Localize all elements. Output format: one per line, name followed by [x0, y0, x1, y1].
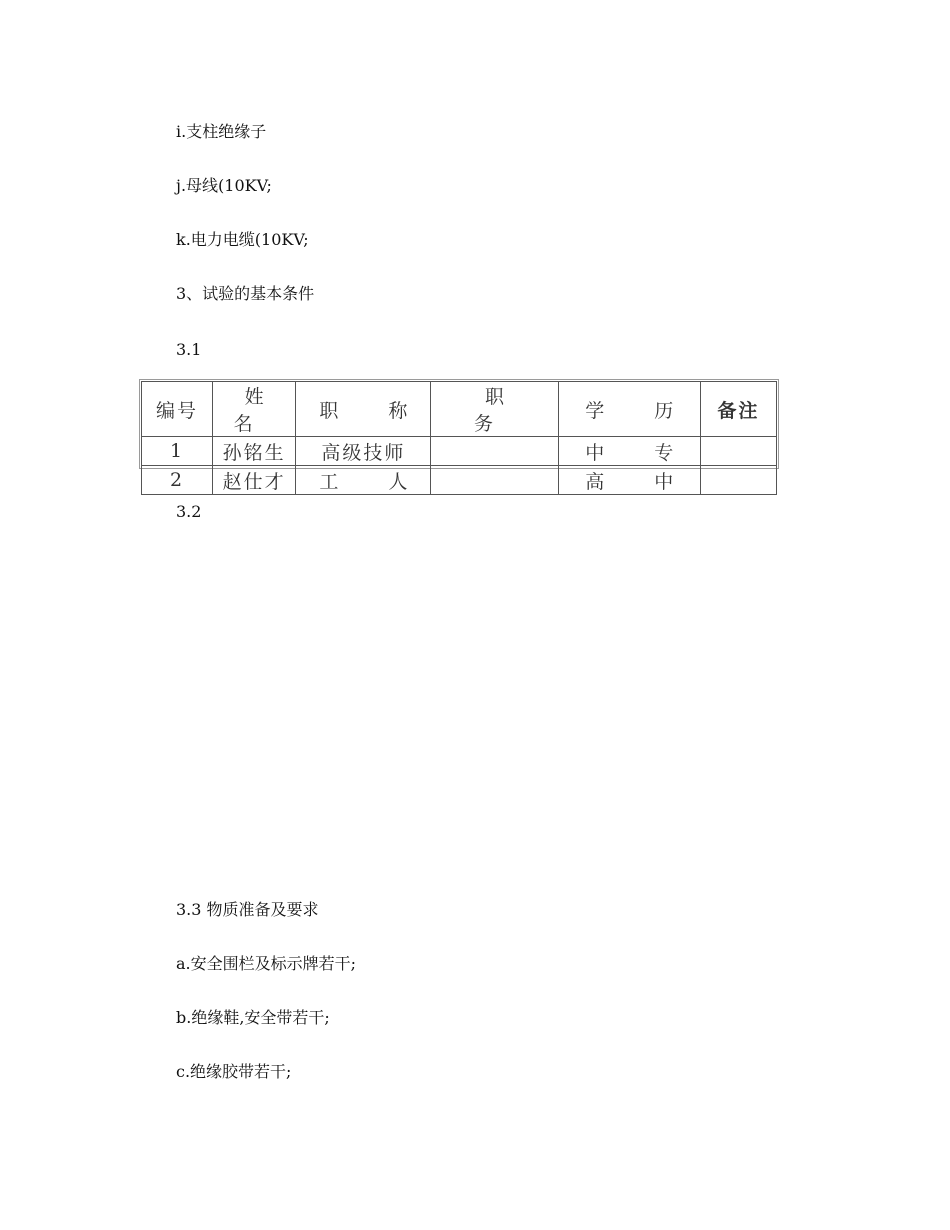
header-title: 职 称: [296, 382, 431, 437]
cell-number: 1: [142, 437, 213, 466]
header-position: 职 务: [431, 382, 558, 437]
header-number: 编号: [142, 382, 213, 437]
item-b-insulated-shoes: b.绝缘鞋,安全带若干;: [176, 1008, 330, 1027]
cell-position: [431, 437, 558, 466]
cell-education: 中 专: [558, 437, 700, 466]
table-row: [142, 466, 777, 495]
header-remarks: 备注: [700, 382, 776, 437]
section-3-3-heading: 3.3 物质准备及要求: [176, 900, 319, 919]
cell-position: [431, 466, 558, 495]
item-k-power-cable: k.电力电缆(10KV;: [176, 230, 309, 249]
section-3-2-heading: 3.2: [176, 502, 202, 521]
table-header-row: [142, 382, 777, 437]
staff-table-frame: [139, 379, 779, 493]
item-c-insulating-tape: c.绝缘胶带若干;: [176, 1062, 292, 1081]
item-j-busbar: j.母线(10KV;: [176, 176, 272, 195]
item-a-safety-fence: a.安全围栏及标示牌若干;: [176, 954, 357, 973]
cell-remarks: [700, 437, 776, 466]
cell-name: 赵仕才: [213, 466, 296, 495]
item-i-post-insulator: i.支柱绝缘子: [176, 122, 267, 141]
section-3-1-heading: 3.1: [176, 340, 202, 359]
cell-title: 工 人: [296, 466, 431, 495]
cell-title: 高级技师: [296, 437, 431, 466]
header-education: 学 历: [558, 382, 700, 437]
header-name: 姓 名: [213, 382, 296, 437]
cell-remarks: [700, 466, 776, 495]
cell-name: 孙铭生: [213, 437, 296, 466]
section-3-heading: 3、试验的基本条件: [176, 284, 315, 303]
table-row: [142, 437, 777, 466]
cell-education: 高 中: [558, 466, 700, 495]
staff-table: [141, 381, 777, 495]
cell-number: 2: [142, 466, 213, 495]
